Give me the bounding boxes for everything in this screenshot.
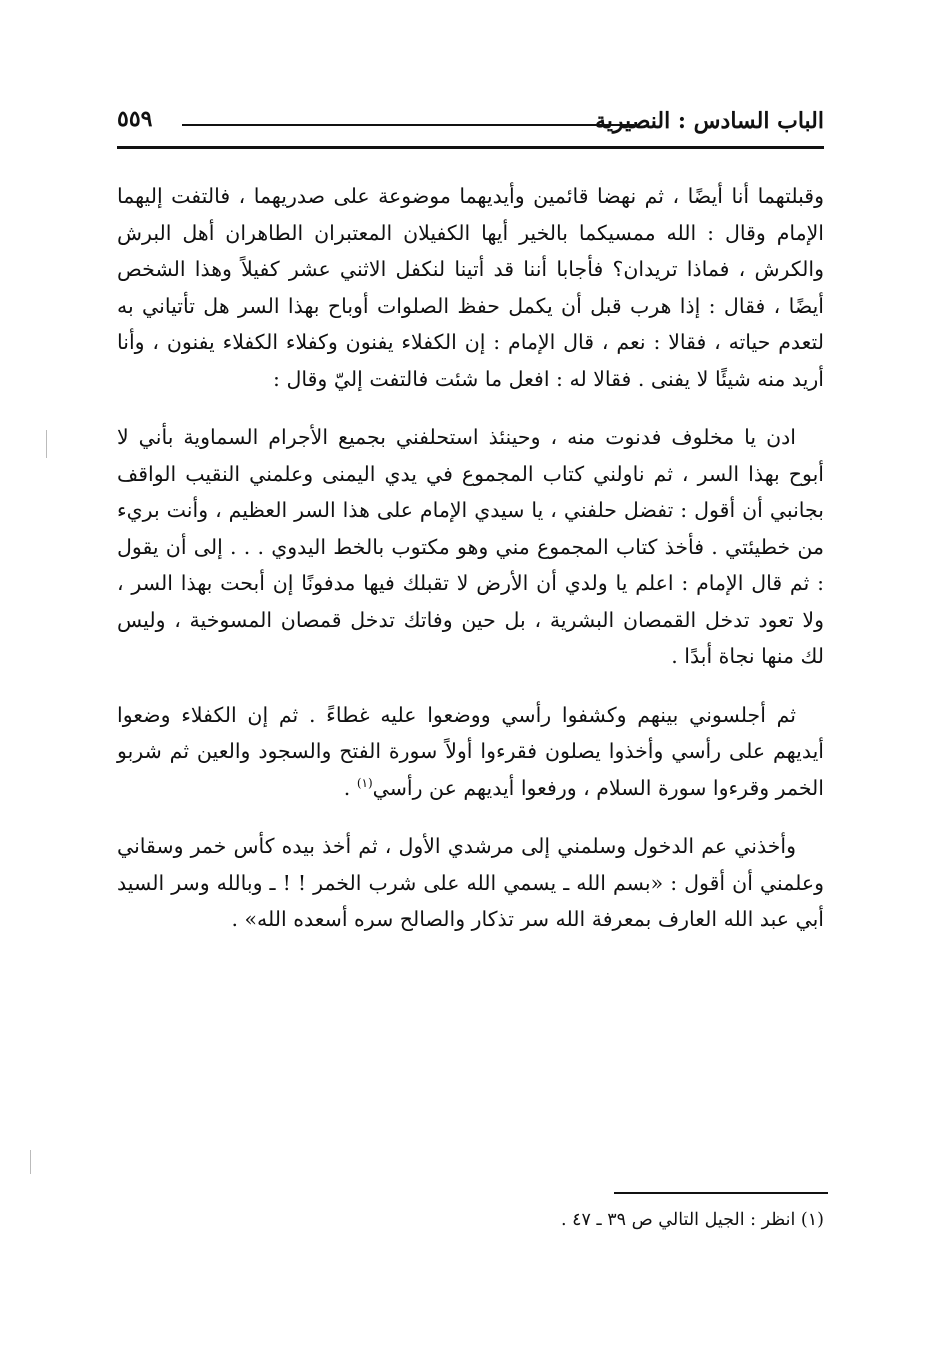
footnote-reference[interactable]: (١) <box>356 775 373 790</box>
paragraph-4: وأخذني عم الدخول وسلمني إلى مرشدي الأول ، ثم أخذ بيده كأس خمر وسقاني وعلمني أن أقول : «بسم الله ـ يسمي الله على شرب الخمر ! ! ـ وبالله وسر السيد أبي عبد الله العارف بمعرفة الله سر تذكار والصالح سره أسعده الله» . <box>117 834 824 931</box>
paragraph-1: وقبلتهما أنا أيضًا ، ثم نهضا قائمين وأيديهما موضوعة على صدريهما ، فالتفت إليهما الإمام وقال : الله ممسيكما بالخير أيها الكفيلان المعتبران الطاهران أهل البرش والكرش ، فماذا تريدان؟ فأجابا أننا قد أتينا لنكفل الاثني عشر كفيلاً وهذا الشخص أيضًا ، فقال : إذا هرب قبل أن يكمل حفظ الصلوات أوباح بهذا السر هل تأتياني به لتعدم حياته ، فقالا : نعم ، قال الإمام : إن الكفلاء يفنون وكفلاء الكفلاء يفنون ، وأنا أريد منه شيئًا لا يفنى . فقالا له : افعل ما شئت فالتفت إليّ وقال : <box>117 184 824 391</box>
paragraph-3-text: ثم أجلسوني بينهم وكشفوا رأسي ووضعوا عليه غطاءً . ثم إن الكفلاء وضعوا أيديهم على رأسي وأخذوا يصلون فقرءوا أولاً سورة الفتح والسجود والعين ثم شربو الخمر وقرءوا سورة السلام ، ورفعوا أيديهم عن رأسي <box>117 702 824 800</box>
page-number: ٥٥٩ <box>117 106 153 132</box>
chapter-title: الباب السادس : النصيرية <box>595 108 824 134</box>
footnote: (١) انظر : الجيل التالي ص ٣٩ ـ ٤٧ . <box>560 1210 824 1230</box>
paragraph-3-end: . <box>343 775 357 800</box>
header-dash <box>182 124 634 126</box>
paragraph-2: ادن يا مخلوف فدنوت منه ، وحينئذ استحلفني بجميع الأجرام السماوية بأني لا أبوح بهذا السر ، ثم ناولني كتاب المجموع في يدي اليمنى وعلمني النقيب الواقف بجانبي أن أقول : تفضل حلفني ، يا سيدي الإمام على هذا السر العظيم ، وأنت بريء من خطيئتي . فأخذ كتاب المجموع مني وهو مكتوب بالخط اليدوي . . . إلى أن يقول : ثم قال الإمام : اعلم يا ولدي أن الأرض لا تقبلك فيها مدفونًا إن أبحت بهذا السر ، ولا تعود تدخل القمصان البشرية ، بل حين وفاتك تدخل قمصان المسوخية ، وليس لك منها نجاة أبدًا . <box>117 425 824 668</box>
scan-margin-mark <box>30 1150 31 1174</box>
running-header <box>117 104 824 144</box>
paragraph-3 <box>117 697 824 807</box>
header-rule <box>117 146 824 149</box>
scan-margin-mark <box>46 430 47 458</box>
footnote-rule <box>614 1192 828 1194</box>
body-text <box>117 178 824 960</box>
